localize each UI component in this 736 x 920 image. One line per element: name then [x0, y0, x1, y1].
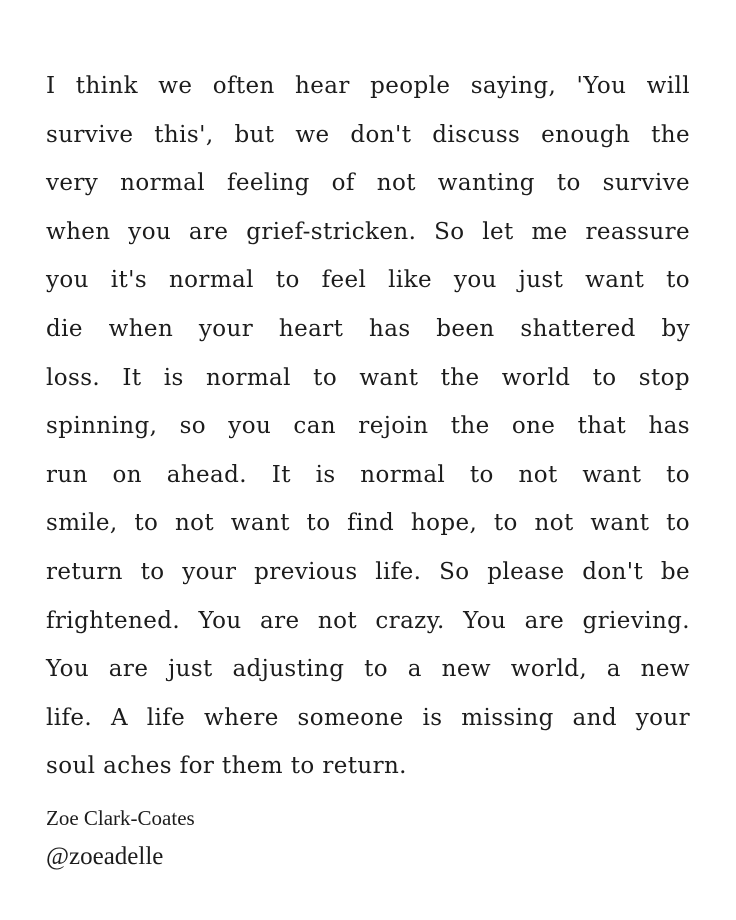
quote-line: when you are grief-stricken. So let me reassure — [46, 218, 690, 245]
quote-line: spinning, so you can rejoin the one that has — [46, 413, 690, 440]
author-name: Zoe Clark-Coates — [46, 806, 195, 830]
quote-line: survive this', but we don't discuss enough the — [46, 121, 690, 148]
quote-line: frightened. You are not crazy. You are grieving. — [46, 607, 690, 634]
quote-line: very normal feeling of not wanting to survive — [46, 170, 690, 197]
quote-line: die when your heart has been shattered by — [46, 315, 690, 342]
quote-line: loss. It is normal to want the world to stop — [46, 364, 690, 391]
quote-line: I think we often hear people saying, 'You will — [46, 73, 690, 99]
social-handle: @zoeadelle — [46, 843, 164, 870]
quote-line: smile, to not want to find hope, to not want to — [46, 510, 690, 537]
quote-line: You are just adjusting to a new world, a new — [46, 656, 690, 683]
quote-line: return to your previous life. So please don't be — [46, 558, 690, 585]
quote-line: run on ahead. It is normal to not want to — [46, 461, 690, 488]
quote-text — [46, 75, 690, 804]
quote-line: you it's normal to feel like you just want to — [46, 267, 690, 294]
quote-line: life. A life where someone is missing and your — [46, 704, 690, 731]
quote-line: soul aches for them to return. — [46, 753, 407, 780]
